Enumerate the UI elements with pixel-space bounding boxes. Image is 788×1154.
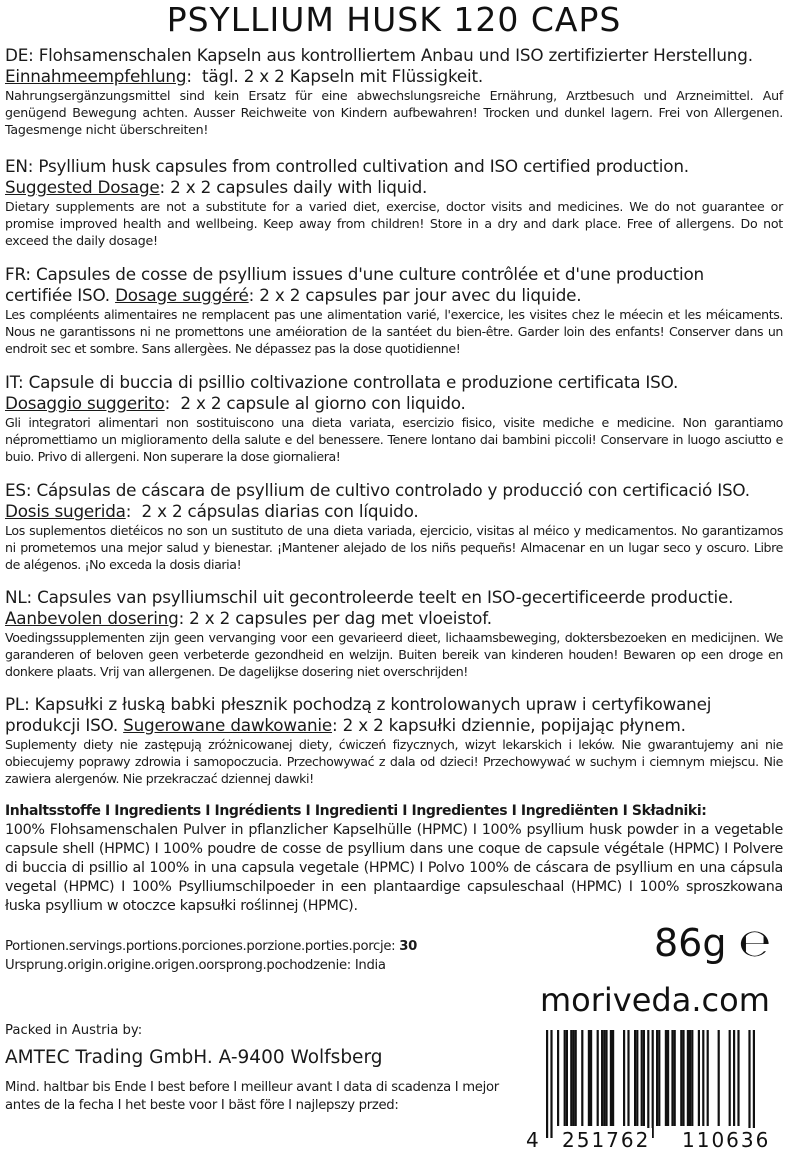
barcode-bar: [581, 1030, 583, 1126]
warning-text: Les compléents alimentaires ne remplacent pas une alimentation varié, l'exercice, les visites chez le méecin et les méicaments. Nous ne garantissons ni ne promettons une améioration de la santéet du bien-être. Garder loin des enfants! Conserver dans un endroit sec et sombre. Sans allergèes. Ne dépassez pas la dose quotidienne!: [5, 307, 783, 356]
barcode-bar: [627, 1030, 629, 1126]
barcode-digits: [524, 1128, 782, 1152]
lang-code: NL: [5, 587, 27, 607]
section-en: EN: Psyllium husk capsules from controlled cultivation and ISO certified production. Suggested Dosage: 2 x 2 capsules daily with liquid. Dietary supplements are not a substitute for a varied diet, exercise, doctor visits and medicines. We do not guarantee or promise improved health and wellbeing. Keep away from children! Store in a dry and dark place. Free of allergens. Do not exceed the daily dosage!: [5, 156, 783, 248]
dosage-text: 2 x 2 cápsulas diarias con líquido.: [141, 501, 419, 521]
barcode-bar: [656, 1030, 658, 1126]
barcode-bar: [667, 1030, 669, 1126]
barcode-bar: [698, 1030, 700, 1126]
barcode-bar: [575, 1030, 577, 1126]
portions-line: [5, 938, 417, 956]
barcode-bar: [590, 1030, 592, 1126]
barcode-bar: [634, 1030, 636, 1126]
dosage-text: 2 x 2 kapsułki dziennie, popijając płynem.: [342, 715, 686, 735]
barcode-bar: [572, 1030, 574, 1126]
barcode-bar: [603, 1030, 605, 1126]
lang-code: FR: [5, 264, 26, 284]
dosage-text: tägl. 2 x 2 Kapseln mit Flüssigkeit.: [202, 66, 484, 86]
barcode-right-group: 110636: [682, 1128, 771, 1152]
dosage-label: Sugerowane dawkowanie: [123, 715, 332, 735]
dosage-label: Suggested Dosage: [5, 177, 160, 197]
barcode-bar: [546, 1030, 548, 1138]
barcode-bar: [623, 1030, 625, 1126]
company-address: AMTEC Trading GmbH. A-9400 Wolfsberg: [5, 1047, 383, 1068]
barcode-bar: [641, 1030, 643, 1126]
barcode-bar: [647, 1030, 649, 1138]
barcode-bars: [524, 1030, 782, 1140]
barcode-bar: [682, 1030, 684, 1126]
section-fr: FR: Capsules de cosse de psyllium issues d'une culture contrôlée et d'une production certifiée ISO. Dosage suggéré: 2 x 2 capsules par jour avec du liquide. Les compléents alimentaires ne remplacent pas une alimentation varié, l'exercice, les visites chez le méecin et les méicaments. Nous ne garantissons ni ne promettons une améioration de la santéet du bien-être. Garder loin des enfants! Conserver dans un endroit sec et sombre. Sans allergèes. Ne dépassez pas la dose quotidienne!: [5, 264, 783, 356]
barcode-bar: [691, 1030, 693, 1126]
section-pl: PL: Kapsułki z łuską babki płesznik pochodzą z kontrolowanych upraw i certyfikowanej produkcji ISO. Sugerowane dawkowanie: 2 x 2 kapsułki dziennie, popijając płynem. Suplementy diety nie zastępują zróżnicowanej diety, ćwiczeń fizycznych, wizyt lekarskich i leków. Nie gwarantujemy ani nie obiecujemy poprawy zdrowia i samopoczucia. Przechowywać z dala od dzieci! Przechowywać w suchym i ciemnym miejscu. Nie zawiera alergenów. Nie przekraczać dziennej dawki!: [5, 694, 783, 786]
intro-text: Kapsułki z łuską babki płesznik pochodzą z kontrolowanych upraw i certyfikowanej: [34, 694, 712, 714]
barcode-bar: [612, 1030, 614, 1126]
dosage-label: Aanbevolen dosering: [5, 608, 179, 628]
barcode-bar: [588, 1030, 590, 1126]
barcode-bar: [748, 1030, 750, 1138]
lang-code: IT: [5, 372, 18, 392]
barcode-bar: [658, 1030, 660, 1126]
dosage-label: Dosage suggéré: [115, 285, 249, 305]
lang-code: EN: [5, 156, 28, 176]
warning-text: Gli integratori alimentari non sostituiscono una dieta variata, esercizio fisico, visite mediche e medicine. Non garantiamo népromettiamo un miglioramento della salute e del benessere. Tenere lontano dai bambini piccoli! Conservare in luogo asciutto e buio. Privo di allergeni. Non superare la dose giornaliera!: [5, 415, 783, 464]
barcode-bar: [718, 1030, 720, 1126]
barcode-bar: [557, 1030, 559, 1126]
intro-text-cont: certifiée ISO.: [5, 285, 110, 305]
section-nl: NL: Capsules van psylliumschil uit gecontroleerde teelt en ISO-gecertificeerde productie. Aanbevolen dosering: 2 x 2 capsules per dag met vloeistof. Voedingssupplementen zijn geen vervanging voor een gevarieerd dieet, lichaamsbeweging, doktersbezoeken en medicijnen. We garanderen of beloven geen verbeterde gezondheid en welzijn. Buiten bereik van kinderen houden! Bewaren op een droge en donkere plaats. Vrij van allergenen. De dagelijkse dosering niet overschrijden!: [5, 587, 783, 679]
intro-text: Capsule di buccia di psillio coltivazione controllata e produzione certificata ISO.: [28, 372, 679, 392]
barcode-bar: [636, 1030, 638, 1126]
dosage-text: 2 x 2 capsules per dag met vloeistof.: [189, 608, 492, 628]
barcode-bar: [550, 1030, 552, 1138]
barcode-left-group: 251762: [562, 1128, 651, 1152]
barcode-bar: [753, 1030, 755, 1138]
barcode-first-digit: 4: [526, 1128, 539, 1152]
lang-code: DE: [5, 45, 29, 65]
dosage-text: 2 x 2 capsule al giorno con liquido.: [180, 393, 466, 413]
barcode-bar: [564, 1030, 566, 1126]
barcode-bar: [665, 1030, 667, 1126]
portions-value: 30: [399, 939, 418, 954]
section-it: IT: Capsule di buccia di psillio coltivazione controllata e produzione certificata ISO. Dosaggio suggerito: 2 x 2 capsule al giorno con liquido. Gli integratori alimentari non sostituiscono una dieta variata, esercizio fisico, visite mediche e medicine. Non garantiamo népromettiamo un miglioramento della salute e del benessere. Tenere lontano dai bambini piccoli! Conservare in luogo asciutto e buio. Privo di allergeni. Non superare la dose giornaliera!: [5, 372, 783, 464]
origin-value: India: [354, 958, 386, 973]
barcode-bar: [707, 1030, 709, 1126]
dosage-text: 2 x 2 capsules daily with liquid.: [170, 177, 428, 197]
barcode-bar: [597, 1030, 599, 1126]
dosage-label: Dosis sugerida: [5, 501, 126, 521]
section-de: DE: Flohsamenschalen Kapseln aus kontrolliertem Anbau und ISO zertifizierter Herstellung. Einnahmeempfehlung: tägl. 2 x 2 Kapseln mit Flüssigkeit. Nahrungsergänzungsmittel sind kein Ersatz für eine abwechslungsreiche Ernährung, Arztbesuch und Arzneimittel. Auf genügend Bewegung achten. Ausser Reichweite von Kindern aufbewahren! Trocken und dunkel lagern. Frei von Allergenen. Tagesmenge nicht überschreiten!: [5, 45, 783, 137]
barcode-bar: [687, 1030, 689, 1126]
barcode-bar: [671, 1030, 673, 1126]
net-weight: [654, 918, 771, 968]
barcode-bar: [737, 1030, 739, 1126]
barcode-bar: [680, 1030, 682, 1126]
barcode-bar: [605, 1030, 607, 1126]
barcode: [524, 1030, 782, 1152]
warning-text: Nahrungsergänzungsmittel sind kein Ersatz für eine abwechslungsreiche Ernährung, Arztbesuch und Arzneimittel. Auf genügend Bewegung achten. Ausser Reichweite von Kindern aufbewahren! Trocken und dunkel lagern. Frei von Allergenen. Tagesmenge nicht überschreiten!: [5, 88, 783, 137]
barcode-bar: [610, 1030, 612, 1126]
dosage-label: Einnahmeempfehlung: [5, 66, 187, 86]
intro-text-cont: produkcji ISO.: [5, 715, 119, 735]
barcode-bar: [729, 1030, 731, 1126]
section-es: ES: Cápsulas de cáscara de psyllium de cultivo controlado y producció con certificació ISO. Dosis sugerida: 2 x 2 cápsulas diarias con líquido. Los suplementos dietéicos no son un sustituto de una dieta variada, ejercicio, visitas al méico y medicamentos. No garantizamos ni prometemos una mejor salud y bienestar. ¡Mantener alejado de los niñs pequeñs! Almacenar en un lugar seco y oscuro. Libre de alégenos. ¡No exceda la dosis diaria!: [5, 480, 783, 572]
barcode-bar: [689, 1030, 691, 1126]
warning-text: Voedingssupplementen zijn geen vervanging voor een gevarieerd dieet, lichaamsbeweging, doktersbezoeken en medicijnen. We garanderen of beloven geen verbeterde gezondheid en welzijn. Buiten bereik van kinderen houden! Bewaren op een droge en donkere plaats. Vrij van allergenen. De dagelijkse dosering niet overschrijden!: [5, 630, 783, 679]
estimated-sign-icon: ℮: [738, 921, 771, 965]
warning-text: Los suplementos dietéicos no son un sustituto de una dieta variada, ejercicio, visitas al méico y medicamentos. No garantizamos ni prometemos una mejor salud y bienestar. ¡Mantener alejado de los niñs pequeñs! Almacenar en un lugar seco y oscuro. Libre de alégenos. ¡No exceda la dosis diaria!: [5, 523, 783, 572]
product-title: PSYLLIUM HUSK 120 CAPS: [166, 0, 622, 39]
barcode-bar: [733, 1030, 735, 1126]
barcode-bar: [652, 1030, 654, 1138]
lang-code: ES: [5, 480, 26, 500]
ingredients-text: 100% Flohsamenschalen Pulver in pflanzlicher Kapselhülle (HPMC) I 100% psyllium husk powder in a vegetable capsule shell (HPMC) I 100% poudre de cosse de psyllium dans une coque de capsule végétale (HPMC) I Polvere di buccia di psillio al 100% in una capsula vegetale (HPMC) I Polvo 100% de cáscara de psyllium en una cápsula vegetal (HPMC) I 100% Psylliumschilpoeder in een plantaardige capsuleschaal (HPMC) I 100% sproszkowana łuska psyllium w otoczce kapsułki roślinnej (HPMC).: [5, 822, 783, 914]
website: moriveda.com: [540, 981, 770, 1019]
portions-label: Portionen.servings.portions.porciones.porzione.porties.porcje:: [5, 939, 396, 954]
dosage-text: 2 x 2 capsules par jour avec du liquide.: [259, 285, 582, 305]
barcode-bar: [674, 1030, 676, 1126]
origin-label: Ursprung.origin.origine.origen.oorsprong.pochodzenie:: [5, 958, 351, 973]
barcode-bar: [570, 1030, 572, 1126]
barcode-bar: [566, 1030, 568, 1126]
dosage-label: Dosaggio suggerito: [5, 393, 165, 413]
intro-text: Capsules van psylliumschil uit gecontroleerde teelt en ISO-gecertificeerde productie.: [37, 587, 734, 607]
lang-code: PL: [5, 694, 25, 714]
intro-text: Cápsulas de cáscara de psyllium de cultivo controlado y producció con certificació ISO.: [36, 480, 750, 500]
intro-text: Capsules de cosse de psyllium issues d'une culture contrôlée et d'une production: [36, 264, 704, 284]
origin-line: [5, 957, 386, 975]
packed-in: Packed in Austria by:: [5, 1023, 143, 1038]
warning-text: Dietary supplements are not a substitute for a varied diet, exercise, doctor visits and medicines. We do not guarantee or promise improved health and wellbeing. Keep away from children! Store in a dry and dark place. Free of allergens. Do not exceed the daily dosage!: [5, 199, 783, 248]
intro-text: Flohsamenschalen Kapseln aus kontrolliertem Anbau und ISO zertifizierter Herstellung.: [38, 45, 753, 65]
intro-text: Psyllium husk capsules from controlled cultivation and ISO certified production.: [38, 156, 689, 176]
weight-value: 86g: [654, 921, 727, 965]
barcode-bar: [643, 1030, 645, 1126]
barcode-bar: [601, 1030, 603, 1126]
warning-text: Suplementy diety nie zastępują zróżnicowanej diety, ćwiczeń fizycznych, wizyt lekarskich i leków. Nie gwarantujemy ani nie obiecujemy poprawy zdrowia i samopoczucia. Przechowywać z dala od dzieci! Przechowywać w suchym i ciemnym miejscu. Nie zawiera alergenów. Nie przekraczać dziennej dawki!: [5, 737, 783, 786]
barcode-bar: [702, 1030, 704, 1126]
best-before: Mind. haltbar bis Ende I best before I meilleur avant I data di scadenza I mejor antes de la fecha I het beste voor I bäst före I najlepszy przed:: [5, 1080, 499, 1113]
ingredients-title: Inhaltsstoffe I Ingredients I Ingrédients I Ingredienti I Ingredientes I Ingrediënten I Składniki:: [5, 803, 707, 819]
